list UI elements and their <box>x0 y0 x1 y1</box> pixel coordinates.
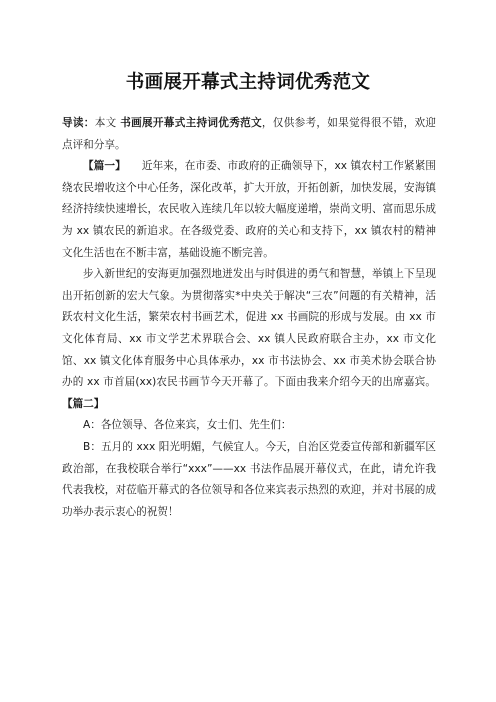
section2-heading: 【篇二】 <box>62 397 105 410</box>
dialogue-line-b: B：五月的 xxx 阳光明媚，气候宜人。今天，自治区党委宣传部和新疆军区政治部，在我校联合举行“xxx”——xx 书法作品展开幕仪式，在此，请允许我代表我校，对莅临开幕式的各位领导和各位来宾表示热烈的欢迎，并对书展的成功举办表示衷心的祝贺！ <box>62 440 436 518</box>
dialogue-line-a: A：各位领导、各位来宾，女士们、先生们： <box>83 419 292 432</box>
section1-heading: 【篇一】 <box>83 160 121 173</box>
lead-paragraph <box>62 113 436 156</box>
document-title: 书画展开幕式主持词优秀范文 <box>125 72 371 93</box>
section1-paragraph <box>62 156 436 264</box>
lead-suffix: ，仅供参考，如果觉得很不错，欢迎点评和分享。 <box>62 117 437 151</box>
lead-prefix: 本文 <box>94 117 121 129</box>
section1-text: 近年来，在市委、市政府的正确领导下，xx 镇农村工作紧紧围绕农民增收这个中心任务，深化改革，扩大开放，开拓创新，加快发展，安海镇经济持续快速增长，农民收入连续几年以较大幅度递增，崇尚文明、富而思乐成为 xx 镇农民的新追求。在各级党委、政府的关心和支持下，xx 镇农村的精神文化生活也在不断丰富，基础设施不断完善。 <box>62 160 436 259</box>
lead-doc-title: 书画展开幕式主持词优秀范文 <box>120 117 262 129</box>
paragraph2-text: 步入新世纪的安海更加强烈地迸发出与时俱进的勇气和智慧，举镇上下呈现出开拓创新的宏大气象。为贯彻落实*中央关于解决“三农”问题的有关精神，活跃农村文化生活，繁荣农村书画艺术，促进 xx 书画院的形成与发展。由 xx 市文化体育局、xx 市文学艺术界联合会、xx 镇人民政府联合主办，xx 市文化馆、xx 镇文化体育服务中心具体承办，xx 市书法协会、xx 市美术协会联合协办的 xx 市首届(xx)农民书画节今天开幕了。下面由我来介绍今天的出席嘉宾。 <box>62 268 436 389</box>
lead-label: 导读： <box>62 117 95 129</box>
paragraph2 <box>62 264 436 415</box>
document-body <box>62 113 436 523</box>
